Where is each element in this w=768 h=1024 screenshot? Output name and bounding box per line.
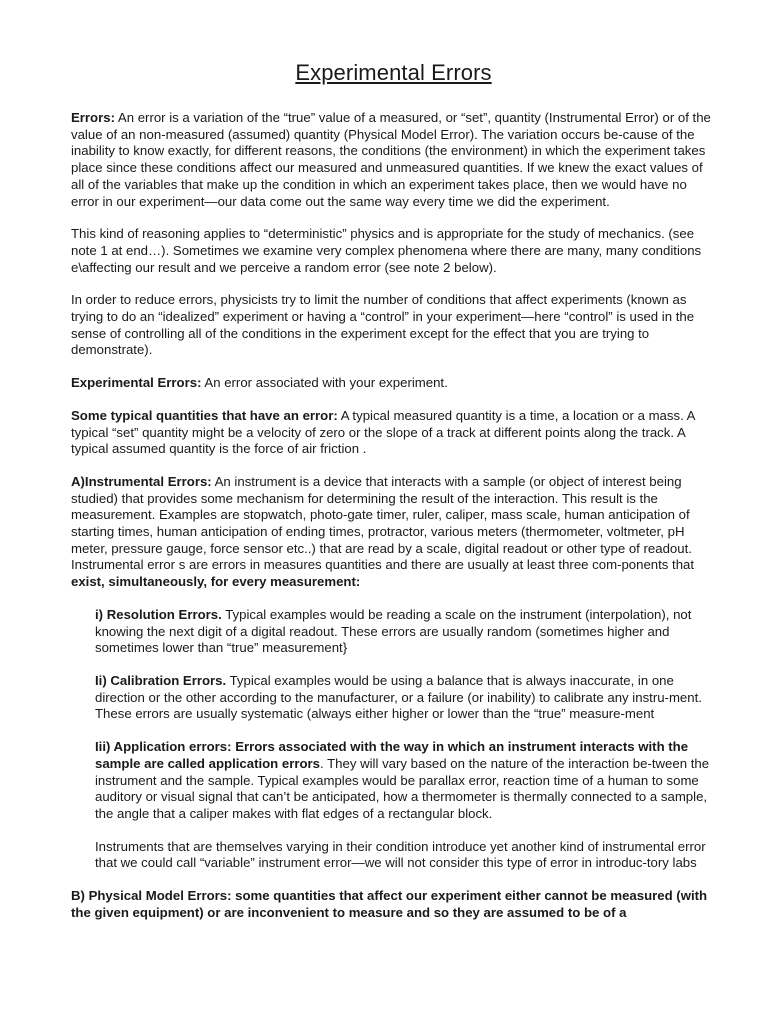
item-application-errors bbox=[95, 739, 716, 823]
item-lead: Iii) Application errors: Errors associated with the way in which an instrument interacts with the sample are called application errors bbox=[95, 739, 689, 771]
item-resolution-errors bbox=[95, 607, 716, 657]
paragraph-reduce-errors: In order to reduce errors, physicists try to limit the number of conditions that affect experiments (known as trying to do an “idealized” experiment or having a “control” in your experiment—here “control” is used in the sense of controlling all of the conditions in the experiment except for the effect that you are trying to demonstrate). bbox=[71, 292, 695, 358]
paragraph-experimental-errors bbox=[71, 375, 716, 392]
item-lead: i) Resolution Errors. bbox=[95, 606, 222, 622]
paragraph-text: A typical measured quantity is a time, a location or a mass. A typical “set” quantity might be a velocity of zero or the slope of a track at different points along the track. A typical assumed quantity is the force of air friction . bbox=[71, 407, 695, 457]
item-lead: Ii) Calibration Errors. bbox=[95, 672, 227, 688]
paragraph-errors bbox=[71, 110, 716, 210]
paragraph-typical-quantities bbox=[71, 408, 716, 458]
paragraph-text: An error is a variation of the “true” value of a measured, or “set”, quantity (Instrumental Error) or of the value of an non-measured (assumed) quantity (Physical Model Error). The variation occurs be-cause of the inability to know exactly, for different reasons, the conditions (the environment) in which the experiment takes place since these conditions affect our measured and unmeasured quantities. If we knew the exact values of all of the variables that make up the condition in which an experiment takes place, then we would have no error in our experiment—our data come out the same way every time we did the experiment. bbox=[71, 110, 711, 209]
paragraph-lead: Experimental Errors: bbox=[71, 375, 202, 391]
paragraph-text: An instrument is a device that interacts with a sample (or object of interest being studied) that provides some mechanism for determining the result of the interaction. This result is the measurement. Examples are stopwatch, photo-gate timer, ruler, caliper, mass scale, human anticipation of starting times, human anticipation of ending times, protractor, various meters (thermometer, voltmeter, pH meter, pressure gauge, force sensor etc..) that are read by a scale, digital readout or other type of readout. Instrumental error s are errors in measures quantities and there are usually at least three com-ponents that bbox=[71, 473, 695, 573]
paragraph-instrumental-errors bbox=[71, 474, 716, 591]
item-text: Typical examples would be using a balance that is always inaccurate, in one direction or the other according to the manufacturer, or a failure (or inability) to calibrate any instru-ment. These errors are usually systematic (always either higher or lower than the “true” measure-ment bbox=[95, 672, 702, 722]
paragraph-text: An error associated with your experiment. bbox=[201, 375, 448, 391]
item-variable-instrument-error: Instruments that are themselves varying in their condition introduce yet another kind of instrumental error that we could call “variable” instrument error—we will not consider this type of error in introduc-tory labs bbox=[95, 838, 706, 871]
paragraph-lead: Errors: bbox=[71, 110, 115, 125]
paragraph-lead: A)Instrumental Errors: bbox=[71, 473, 212, 489]
paragraph-lead: B) Physical Model Errors: some quantities that affect our experiment either cannot be measured (with the given equipment) or are inconvenient to measure and so they are assumed to be of a bbox=[71, 888, 708, 920]
item-calibration-errors bbox=[95, 673, 716, 723]
paragraph-tail: exist, simultaneously, for every measurement: bbox=[71, 574, 361, 590]
paragraph-lead: Some typical quantities that have an error: bbox=[71, 407, 338, 423]
paragraph-physical-model-errors bbox=[71, 888, 716, 921]
paragraph-deterministic: This kind of reasoning applies to “deterministic” physics and is appropriate for the study of mechanics. (see note 1 at end…). Sometimes we examine very complex phenomena where there are many, many conditions e\affecting our result and we perceive a random error (see note 2 below). bbox=[71, 226, 702, 275]
item-text: . They will vary based on the nature of the interaction be-tween the instrument and the sample. Typical examples would be parallax error, reaction time of a human to some auditory or visual signal that can’t be anticipated, how a thermometer is thermally connected to a sample, the angle that a caliper makes with flat edges of a rectangular block. bbox=[95, 755, 710, 821]
page-title: Experimental Errors bbox=[295, 60, 492, 85]
item-text: Typical examples would be reading a scale on the instrument (interpolation), not knowing the next digit of a digital readout. These errors are usually random (sometimes higher and sometimes lower than “true” measurement} bbox=[95, 606, 692, 656]
